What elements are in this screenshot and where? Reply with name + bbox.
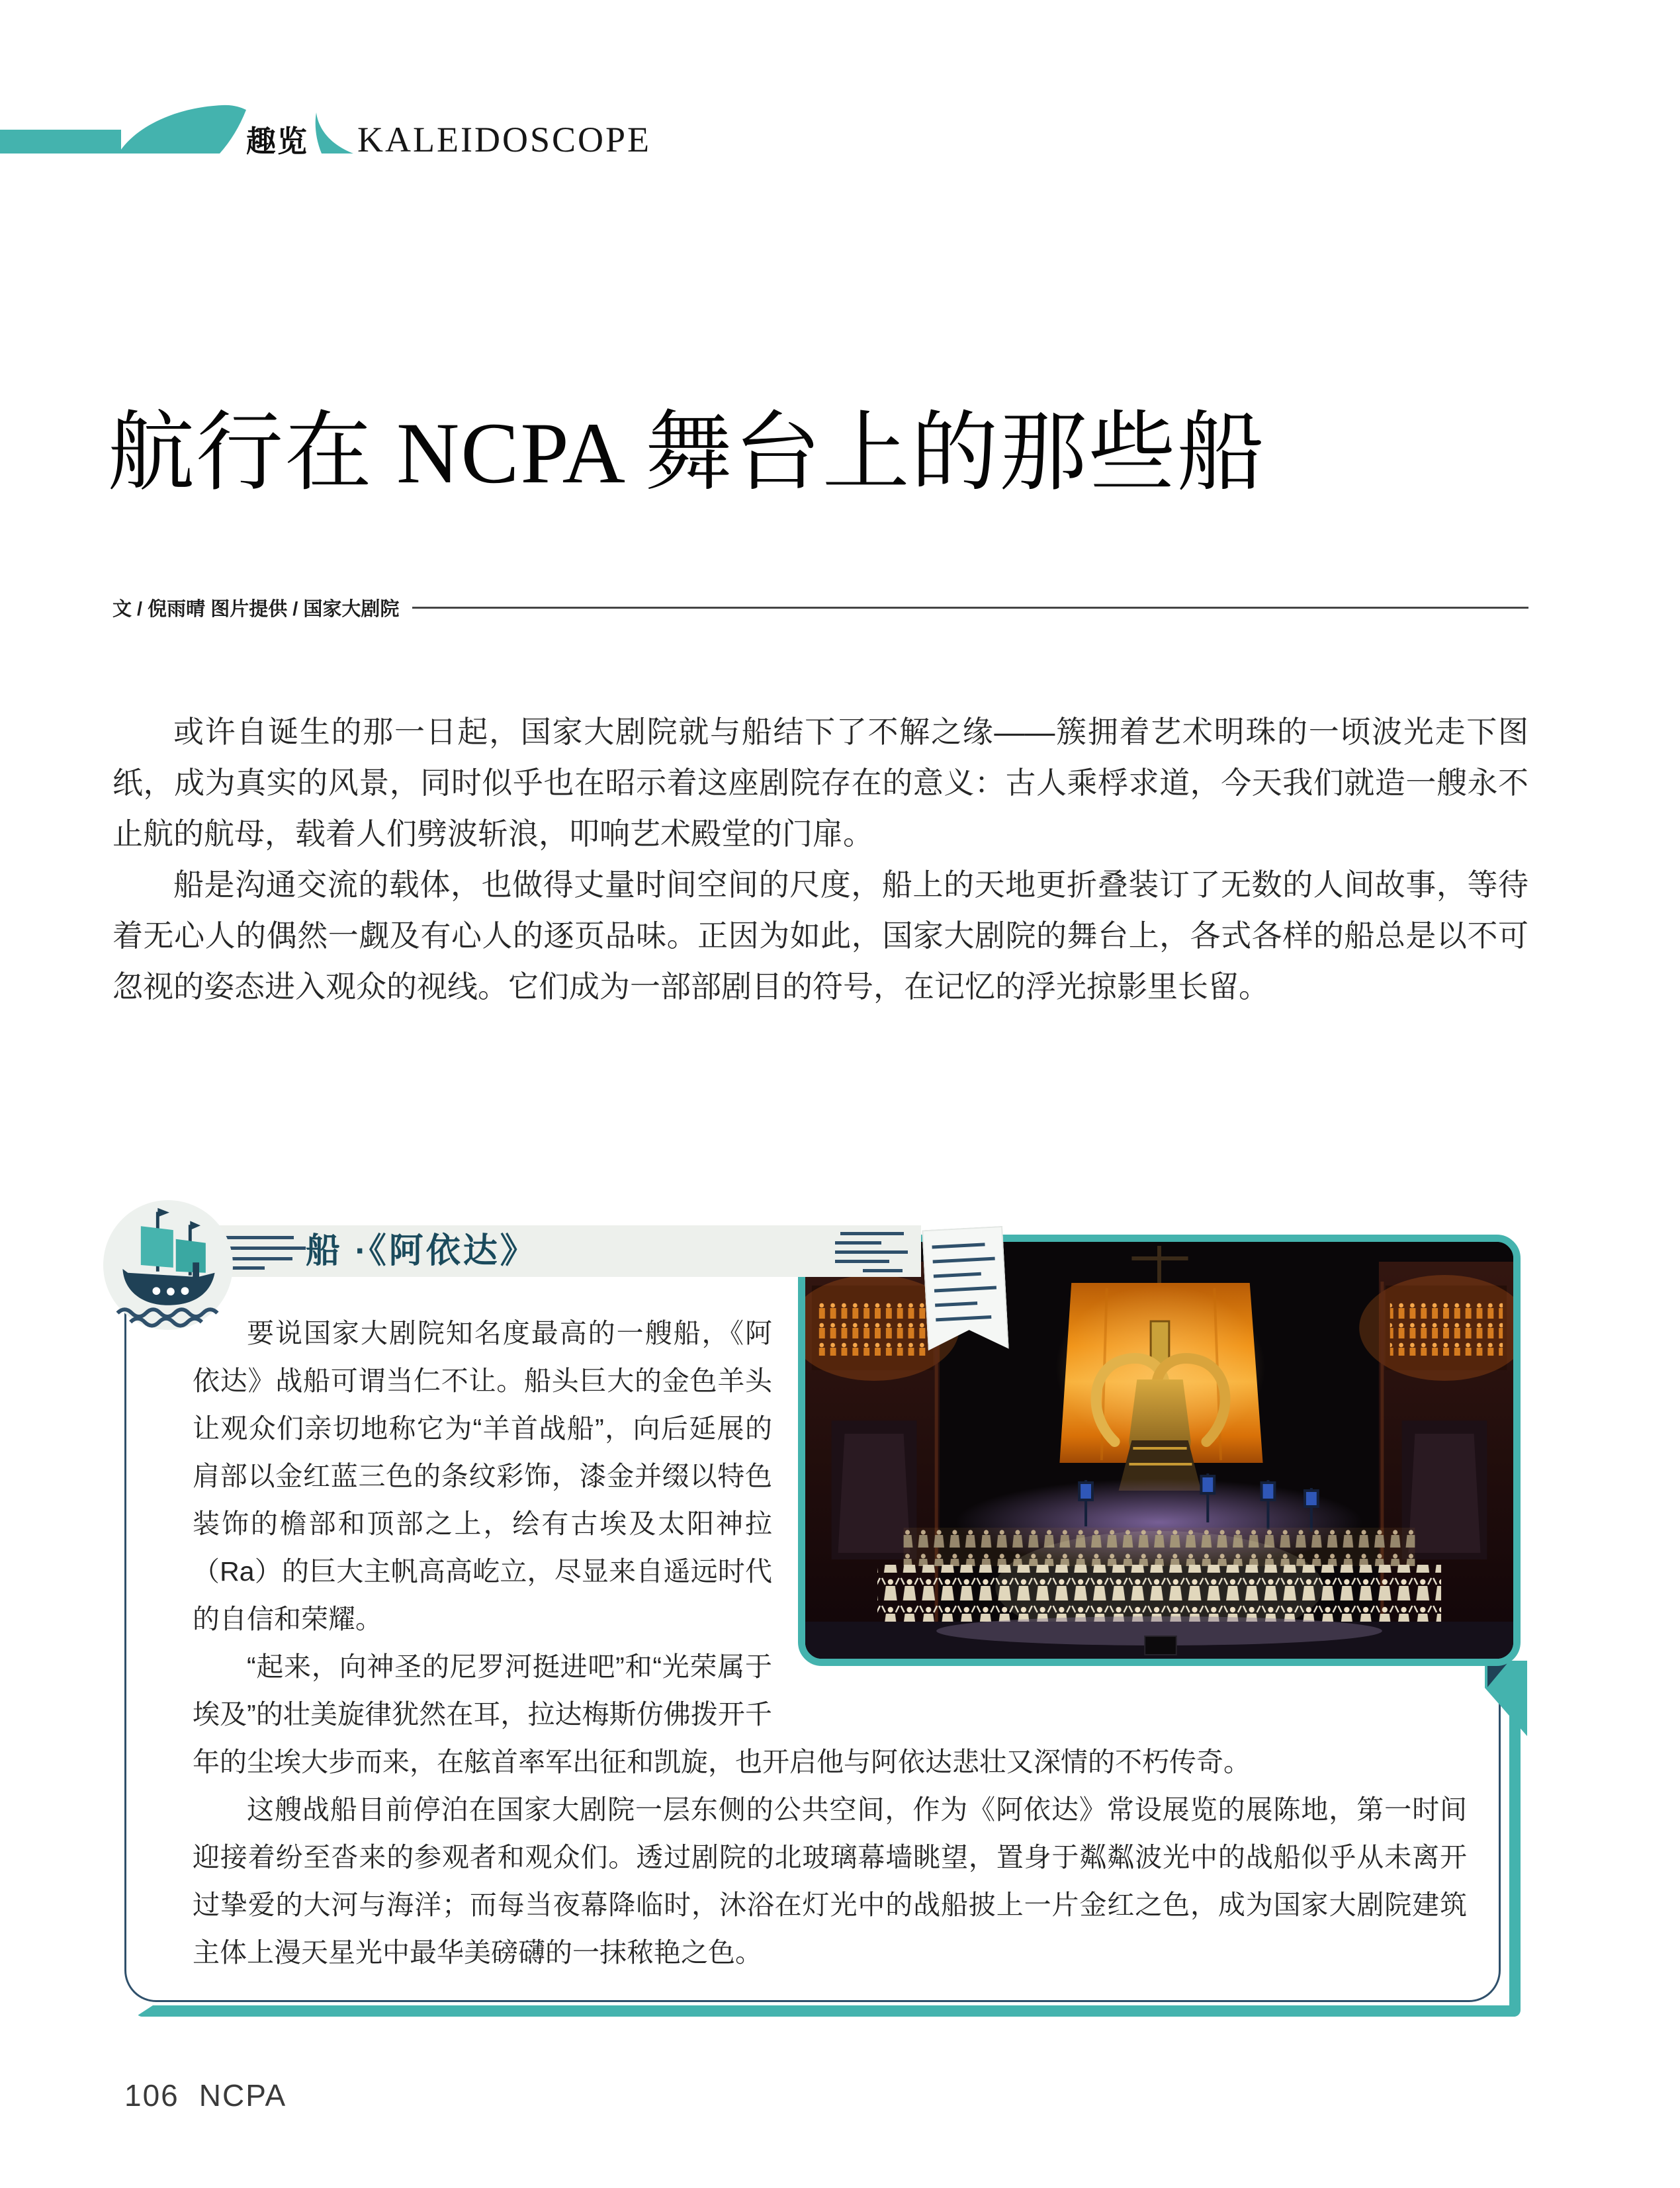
header-tag-cn: 趣览 xyxy=(246,124,309,158)
speed-line xyxy=(934,1286,996,1293)
speed-line xyxy=(932,1243,985,1248)
intro-paragraph-2: 船是沟通交流的载体，也做得丈量时间空间的尺度，船上的天地更折叠装订了无数的人间故事，等待着无心人的偶然一觑及有心人的逐页品味。正因为如此，国家大剧院的舞台上，各式各样的船总是以不可忽视的姿态进入观众的视线。它们成为一部部剧目的符号，在记忆的浮光掠影里长留。 xyxy=(112,867,1528,1004)
speed-line xyxy=(863,1269,903,1272)
section-banner xyxy=(167,1225,921,1277)
section-paragraph-1: 要说国家大剧院知名度最高的一艘船，《阿依达》战船可谓当仁不让。船头巨大的金色羊头让观众们亲切地称它为“羊首战船”，向后延展的肩部以金红蓝三色的条纹彩饰，漆金并缀以特色装饰的檐部和顶部之上，绘有古埃及太阳神拉（Ra）的巨大主帆高高屹立，尽显来自遥远时代的自信和荣耀。 xyxy=(193,1318,772,1634)
aida-stage-illustration xyxy=(805,1242,1513,1659)
sailboat-icon xyxy=(103,1200,233,1330)
header-tag-en: KALEIDOSCOPE xyxy=(357,120,652,159)
section-paragraph-3: 这艘战船目前停泊在国家大剧院一层东侧的公共空间，作为《阿依达》常设展览的展陈地，第一时间迎接着纷至沓来的参观者和观众们。透过剧院的北玻璃幕墙眺望，置身于粼粼波光中的战船似乎从未离开过挚爱的大河与海洋；而每当夜幕降临时，沐浴在灯光中的战船披上一片金红之色，成为国家大剧院建筑主体上漫天星光中最华美磅礴的一抹秾艳之色。 xyxy=(193,1794,1467,1968)
page-number: 106 xyxy=(124,2078,179,2113)
aida-stage-photo xyxy=(798,1235,1521,1666)
section-icon-circle xyxy=(103,1200,233,1330)
speed-line xyxy=(835,1260,889,1263)
speed-line xyxy=(840,1232,904,1235)
speed-line xyxy=(835,1250,908,1254)
speed-line xyxy=(934,1272,981,1278)
speed-line xyxy=(933,1257,995,1264)
byline-row xyxy=(112,594,1528,621)
magazine-brand: NCPA xyxy=(199,2078,287,2113)
byline-rule xyxy=(412,607,1528,609)
speed-line xyxy=(936,1315,991,1321)
intro-paragraph-1: 或许自诞生的那一日起，国家大剧院就与船结下了不解之缘——簇拥着艺术明珠的一顷波光走下图纸，成为真实的风景，同时似乎也在昭示着这座剧院存在的意义：古人乘桴求道，今天我们就造一艘永不止航的航母，载着人们劈波斩浪，叩响艺术殿堂的门扉。 xyxy=(112,715,1528,851)
page-title: 航行在 NCPA 舞台上的那些船 xyxy=(107,404,1266,502)
byline-text: 文 / 倪雨晴 图片提供 / 国家大剧院 xyxy=(112,599,400,620)
section-title: 船 ·《阿依达》 xyxy=(306,1232,537,1270)
page-footer xyxy=(124,2078,287,2113)
speed-line xyxy=(835,1241,881,1245)
feature-box-bottom-accent xyxy=(136,2005,1520,2017)
intro-block xyxy=(112,707,1528,1012)
section-paragraph-2: “起来，向神圣的尼罗河挺进吧”和“光荣属于埃及”的壮美旋律犹然在耳，拉达梅斯仿佛拨开千年的尘埃大步而来，在舷首率军出征和凯旋，也开启他与阿依达悲壮又深情的不朽传奇。 xyxy=(193,1651,1251,1777)
speed-line xyxy=(935,1301,977,1307)
